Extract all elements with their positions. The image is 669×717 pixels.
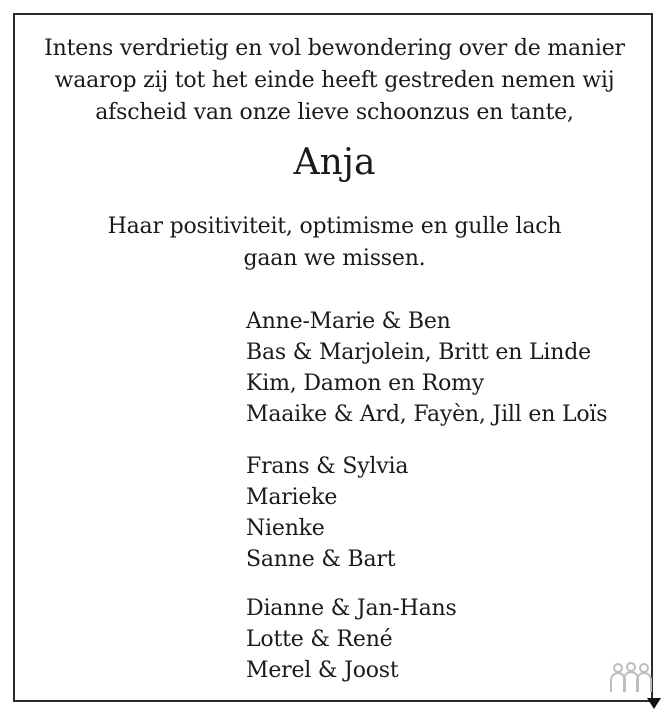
family-line: Lotte & René — [246, 627, 393, 652]
family-line: Anne-Marie & Ben — [246, 309, 451, 334]
intro-line-1: Intens verdrietig en vol bewondering over de manier — [44, 36, 625, 61]
deceased-name: Anja — [293, 142, 376, 183]
family-group-1 — [246, 306, 607, 430]
family-line: Kim, Damon en Romy — [246, 371, 485, 396]
intro-text — [0, 33, 669, 129]
family-line: Merel & Joost — [246, 658, 399, 683]
quote-line-1: Haar positiviteit, optimisme en gulle lach — [107, 214, 562, 239]
quote-text — [0, 211, 669, 275]
family-line: Bas & Marjolein, Britt en Linde — [246, 340, 591, 365]
family-group-3 — [246, 593, 457, 686]
family-line: Nienke — [246, 516, 325, 541]
people-group-icon — [608, 662, 654, 696]
family-group-2 — [246, 451, 408, 575]
family-line: Sanne & Bart — [246, 547, 396, 572]
family-line: Maaike & Ard, Fayèn, Jill en Loïs — [246, 402, 608, 427]
family-line: Frans & Sylvia — [246, 454, 409, 479]
triangle-down-icon[interactable] — [646, 696, 662, 710]
quote-line-2: gaan we missen. — [243, 246, 426, 271]
family-line: Marieke — [246, 485, 338, 510]
family-line: Dianne & Jan-Hans — [246, 596, 457, 621]
intro-line-3: afscheid van onze lieve schoonzus en tante, — [95, 100, 574, 125]
intro-line-2: waarop zij tot het einde heeft gestreden nemen wij — [54, 68, 615, 93]
